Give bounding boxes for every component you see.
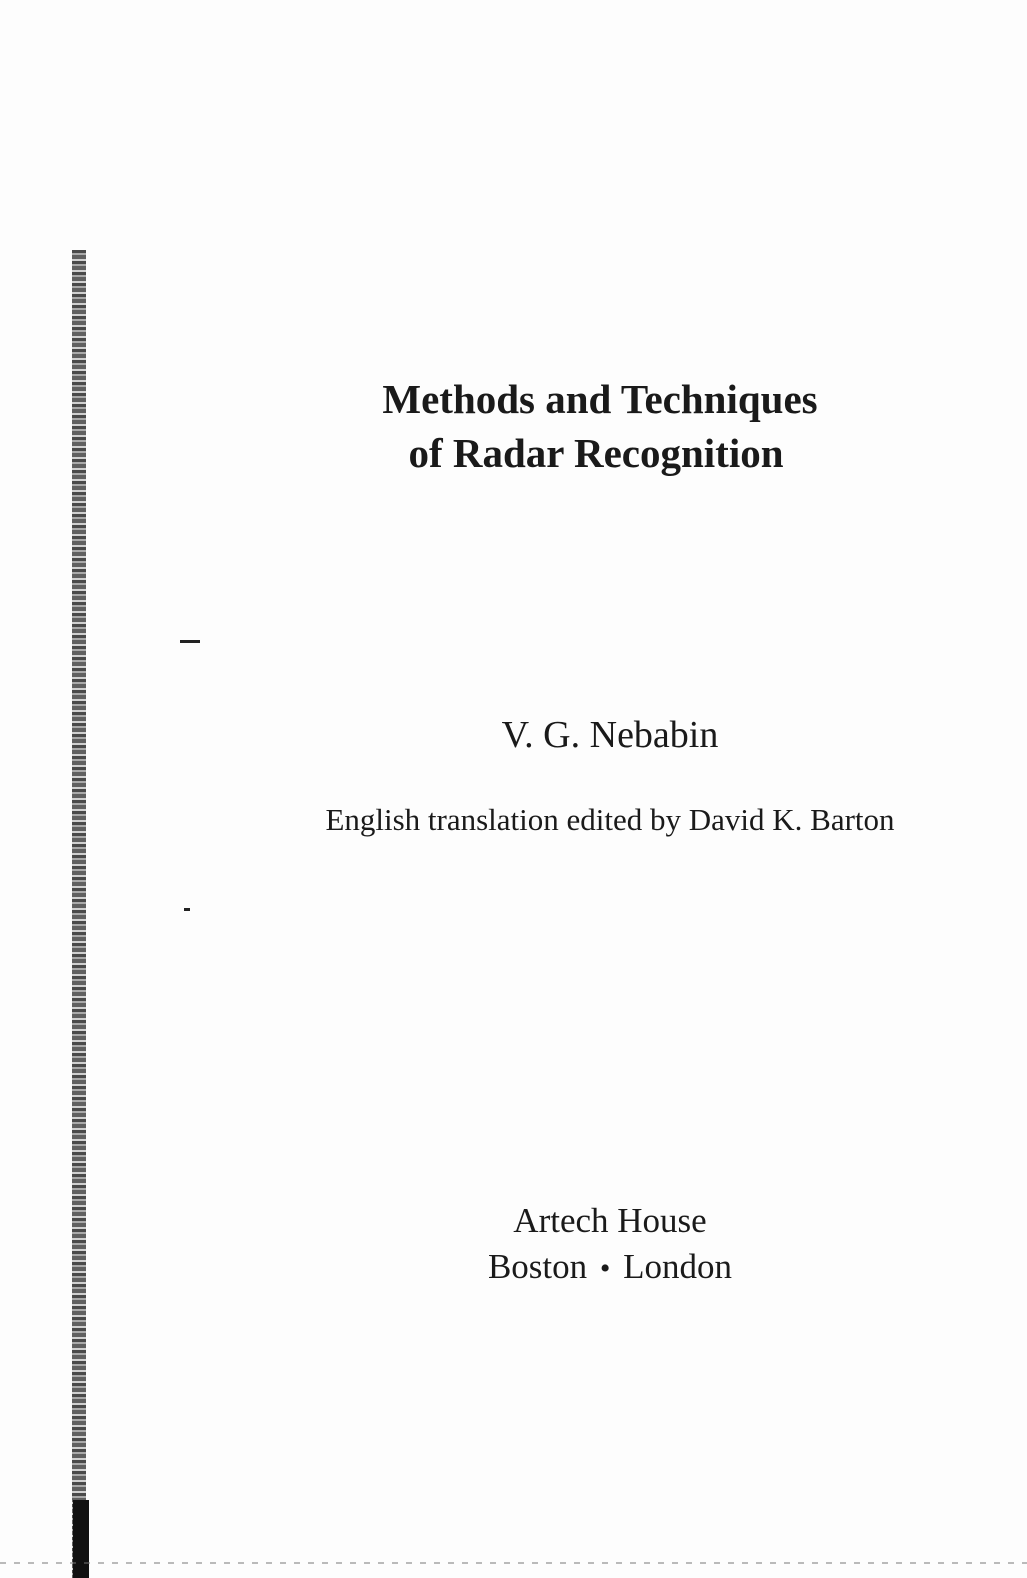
- publisher-city-boston: Boston: [487, 1247, 588, 1286]
- scan-artifact-bottom-line: [0, 1562, 1027, 1564]
- scan-artifact-dot: [184, 908, 190, 911]
- bullet-separator: •: [599, 1252, 611, 1285]
- book-title-line-1: Methods and Techniques: [382, 376, 818, 422]
- scanned-binding-shadow: [73, 1500, 89, 1578]
- scan-artifact-dash: [180, 640, 200, 643]
- book-title: [300, 372, 900, 480]
- author-name: V. G. Nebabin: [501, 714, 719, 756]
- scanned-binding-edge: [72, 250, 86, 1578]
- publisher-block: [420, 1198, 800, 1292]
- publisher-name: Artech House: [513, 1201, 707, 1240]
- book-title-line-2: of Radar Recognition: [408, 430, 784, 476]
- translation-credit: English translation edited by David K. Barton: [325, 802, 895, 837]
- publisher-city-london: London: [623, 1247, 733, 1286]
- publisher-cities: [420, 1244, 800, 1292]
